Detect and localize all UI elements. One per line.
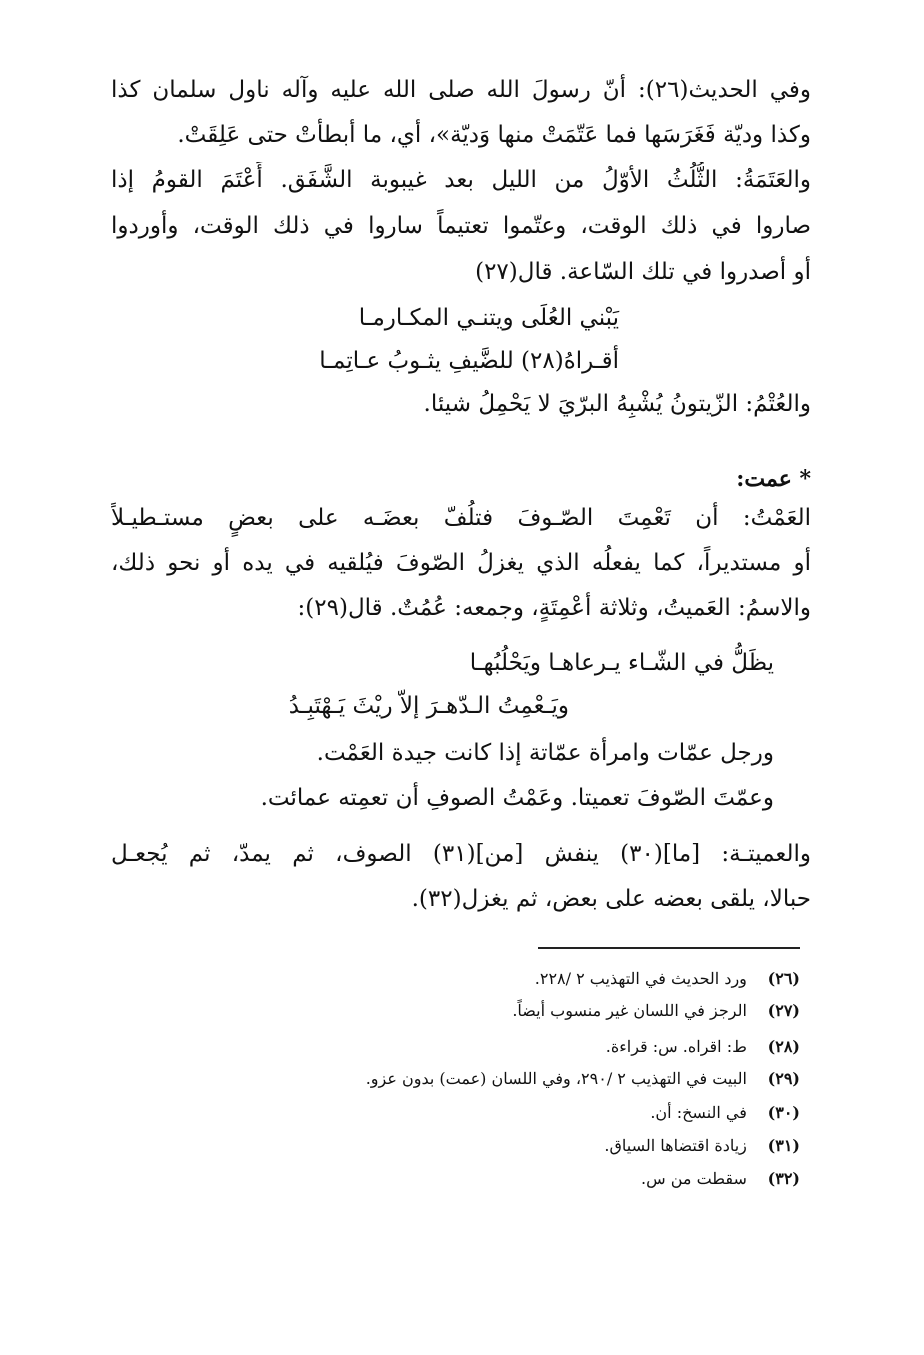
footnote-number: (٢٨) <box>767 1037 800 1056</box>
footnote-26 <box>535 966 800 994</box>
paragraph-4-line-2: أو مستديراً، كما يفعلُه الذي يغزلُ الصّوفَ فيُلقيه في يده أو نحو ذلك، <box>111 550 811 576</box>
paragraph-5-line-1: ورجل عمّات وامرأة عمّاتة إذا كانت جيدة العَمْت. <box>316 740 774 766</box>
verse-2-line-2: ويَـعْمِتُ الـدّهـرَ إلاّ ريْثَ يَـهْتَبِـدُ <box>288 693 569 719</box>
footnote-text: زيادة اقتضاها السياق. <box>604 1136 747 1155</box>
paragraph-4-line-1: العَمْتُ: أن تَعْمِتَ الصّـوفَ فتلُفّ بعضَـه على بعضٍ مستـطيـلاً <box>111 505 811 531</box>
paragraph-6-line-2: حبالا، يلقى بعضه على بعض، ثم يغزل(٣٢). <box>411 886 811 912</box>
paragraph-4-line-3: والاسمُ: العَميتُ، وثلاثة أعْمِتَةٍ، وجمعه: عُمُتٌ. قال(٢٩): <box>297 595 811 621</box>
footnote-28 <box>606 1034 800 1062</box>
verse-1-line-2: أقـراهُ(٢٨) للضَّيفِ يثـوبُ عـاتِمـا <box>319 348 619 374</box>
verse-2-line-1: يظَلُّ في الشّـاء يـرعاهـا ويَحْلُبُهـا <box>469 650 774 676</box>
paragraph-5-line-2: وعمّتَ الصّوفَ تعميتا. وعَمْتُ الصوفِ أن تعمِته عمائت. <box>260 785 774 811</box>
footnote-number: (٢٧) <box>767 1001 800 1020</box>
footnote-text: البيت في التهذيب ٢ /٢٩٠، وفي اللسان (عمت) بدون عزو. <box>365 1069 747 1088</box>
footnote-30 <box>650 1100 800 1128</box>
paragraph-6-line-1: والعميتـة: [ما](٣٠) ينفش [من](٣١) الصوف، ثم يمدّ، ثم يُجعـل <box>111 841 811 867</box>
footnote-27 <box>512 998 800 1026</box>
paragraph-2-line-3: أو أصدروا في تلك السّاعة. قال(٢٧) <box>475 259 811 285</box>
footnote-number: (٣١) <box>767 1136 800 1155</box>
paragraph-3: والعُتْمُ: الزّيتونُ يُشْبِهُ البرّيَ لا يَحْمِلُ شيئا. <box>423 391 811 417</box>
footnote-32 <box>641 1166 800 1194</box>
paragraph-2-line-2: صاروا في ذلك الوقت، وعتّموا تعتيماً ساروا في ذلك الوقت، وأوردوا <box>111 213 811 239</box>
paragraph-2-line-1: والعَتَمَةُ: الثُّلُثُ الأوّلُ من الليل بعد غيبوبة الشَّفَق. أَعْتَمَ القومُ إذا <box>111 167 811 193</box>
paragraph-1-line-1: وفي الحديث(٢٦): أنّ رسولَ الله صلى الله عليه وآله ناول سلمان كذا <box>111 77 811 103</box>
footnote-31 <box>604 1133 800 1161</box>
footnote-text: ورد الحديث في التهذيب ٢ /٢٢٨. <box>534 969 747 988</box>
entry-heading: * عمت: <box>736 466 811 492</box>
footnote-number: (٣٠) <box>767 1103 800 1122</box>
footnote-29 <box>366 1066 800 1094</box>
footnote-number: (٣٢) <box>767 1169 800 1188</box>
footnote-separator <box>538 947 800 949</box>
paragraph-1-line-2: وكذا وديّة فَغَرَسَها فما عَتّمَتْ منها وَديّة»، أي، ما أبطأتْ حتى عَلِقَتْ. <box>177 122 811 148</box>
footnote-text: الرجز في اللسان غير منسوب أيضاً. <box>512 1001 747 1020</box>
verse-1-line-1: يَبْني العُلَى ويتنـي المكـارمـا <box>358 305 619 331</box>
footnote-text: ط: اقراه. س: قراءة. <box>605 1037 747 1056</box>
footnote-text: في النسخ: أن. <box>650 1103 747 1122</box>
footnote-number: (٢٦) <box>767 969 800 988</box>
footnote-text: سقطت من س. <box>641 1169 747 1188</box>
footnote-number: (٢٩) <box>767 1069 800 1088</box>
